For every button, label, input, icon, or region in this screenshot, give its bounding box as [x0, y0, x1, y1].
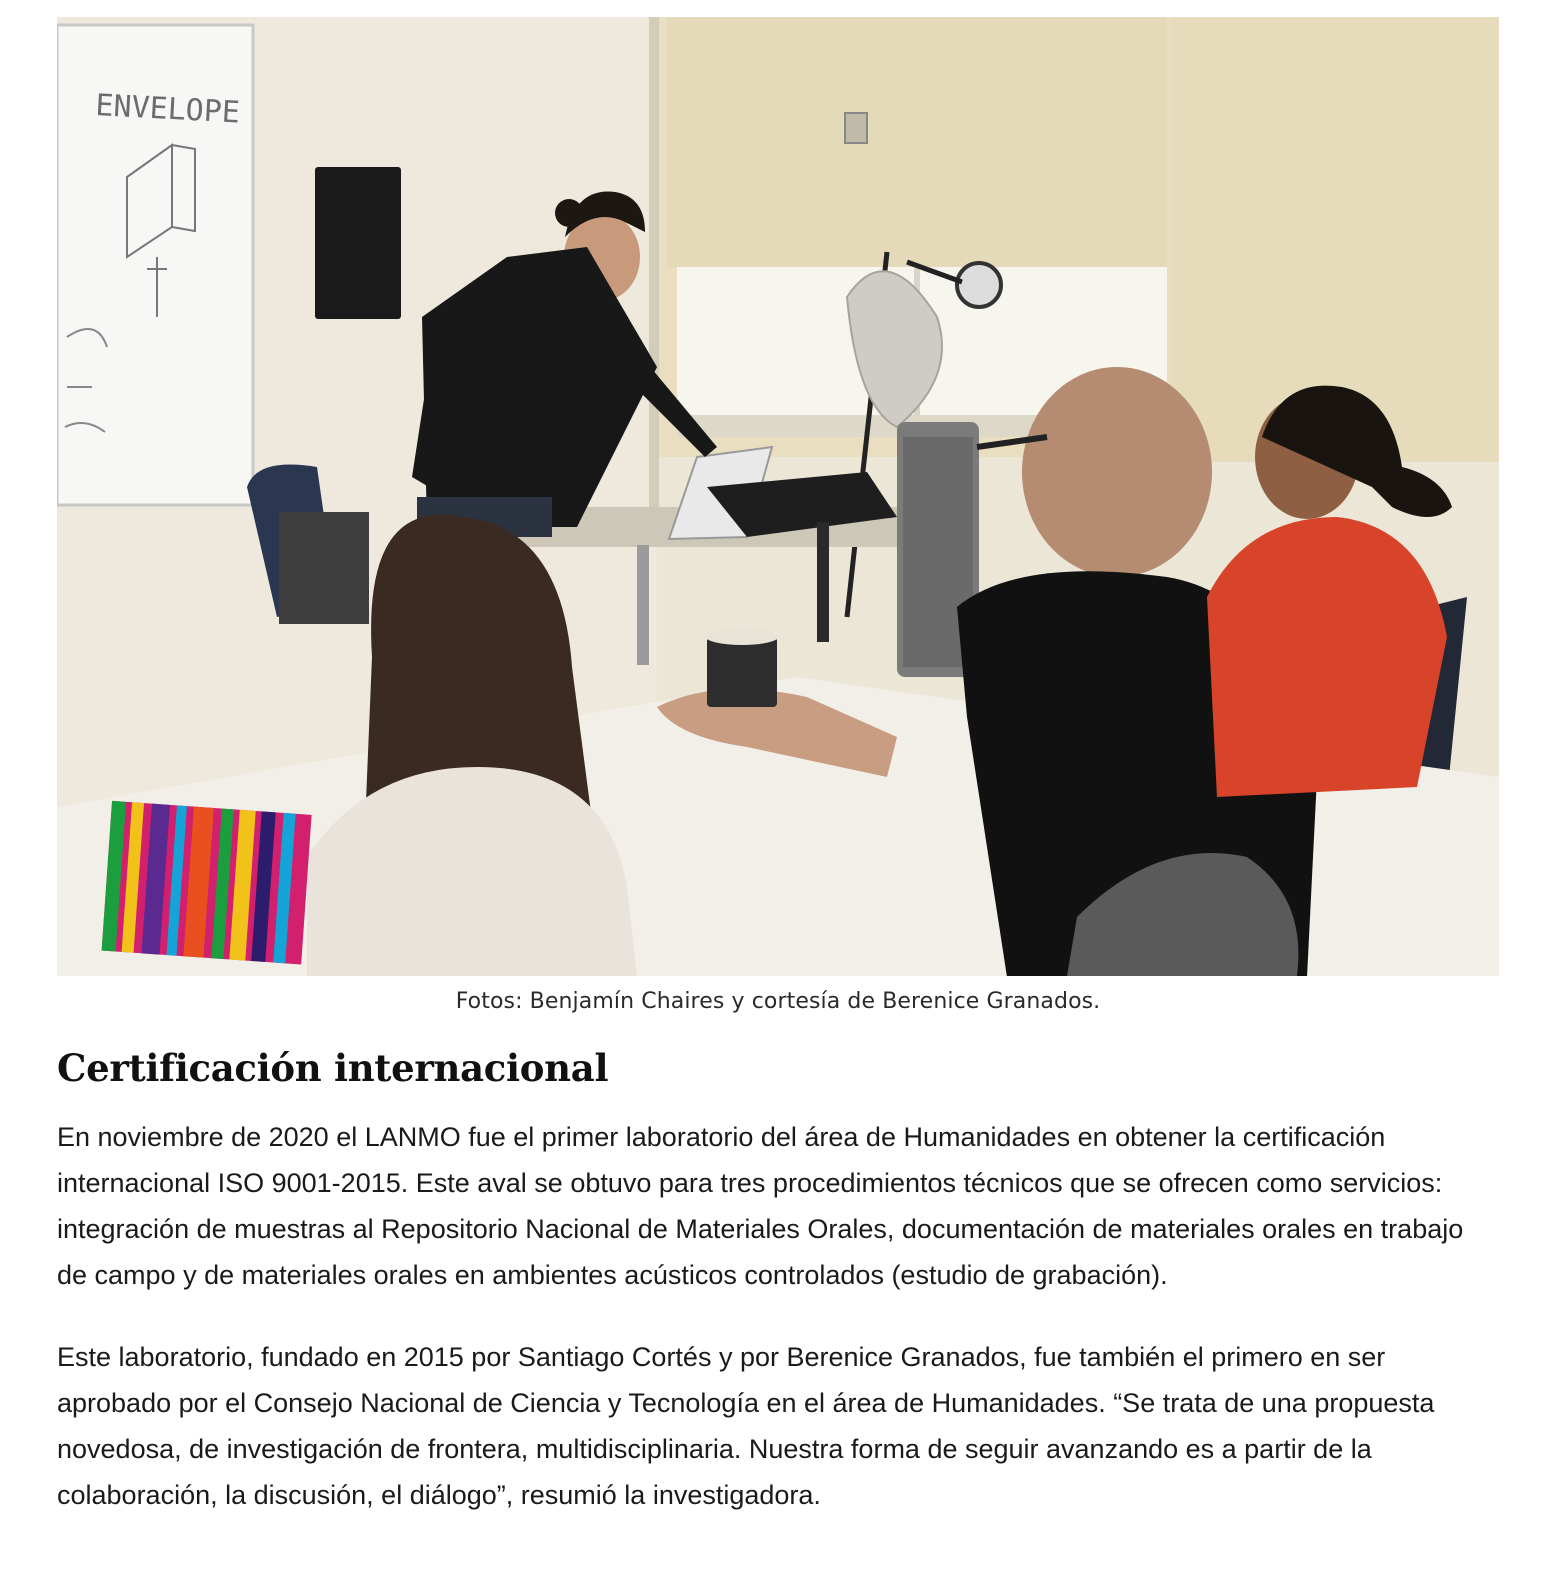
textile-notebook	[102, 801, 312, 965]
article	[57, 17, 1499, 1518]
wall-speaker	[315, 167, 401, 319]
section-title: Certificación internacional	[57, 1046, 609, 1090]
paragraph-certification: En noviembre de 2020 el LANMO fue el primer laboratorio del área de Humanidades en obtener la certificación internacional ISO 9001-2015. Este aval se obtuvo para tres procedimientos técnicos que se ofrecen como servicios: integración de muestras al Repositorio Nacional de Materiales Orales, documentación de materiales orales en trabajo de campo y de materiales orales en ambientes acústicos controlados (estudio de grabación).	[57, 1122, 1464, 1290]
coffee-cup	[707, 637, 777, 707]
photo-caption: Fotos: Benjamín Chaires y cortesía de Berenice Granados.	[455, 989, 1101, 1014]
whiteboard	[57, 25, 253, 505]
paragraph-laboratory: Este laboratorio, fundado en 2015 por Santiago Cortés y por Berenice Granados, fue también el primero en ser aprobado por el Consejo Nacional de Ciencia y Tecnología en el área de Humanidades. “Se trata de una propuesta novedosa, de investigación de frontera, multidisciplinaria. Nuestra forma de seguir avanzando es a partir de la colaboración, la discusión, el diálogo”, resumió la investigadora.	[57, 1342, 1435, 1510]
article-photo	[57, 17, 1499, 976]
whiteboard-text: ENVELOPE	[94, 88, 241, 131]
